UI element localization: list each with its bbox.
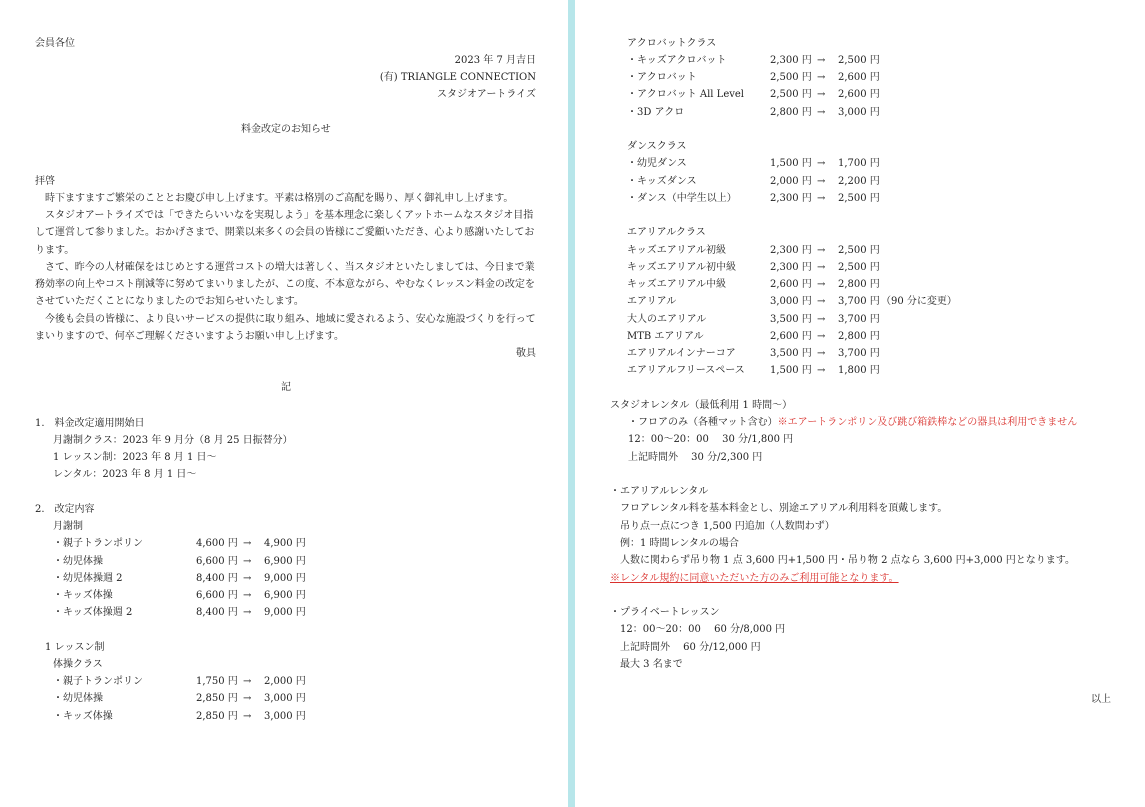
class-name: ・キッズダンス	[627, 176, 697, 187]
class-name: ・キッズ体操週 2	[53, 607, 133, 618]
new-price: 3,000 円	[264, 711, 306, 722]
equipment-warning: ※エアートランポリン及び跳び箱鉄棒などの器具は利用できません	[777, 417, 1078, 428]
class-name: エアリアルインナーコア	[627, 348, 736, 359]
new-price: 3,700 円	[838, 348, 880, 359]
old-price: 2,850 円	[196, 693, 238, 704]
rental-outside-hours: 上記時間外 30 分/2,300 円	[628, 452, 763, 463]
arrow-icon: →	[243, 573, 252, 584]
new-price: 2,800 円	[838, 331, 880, 342]
letter-paragraph-2-line-3: ります。	[35, 245, 75, 256]
class-name: ・キッズ体操	[53, 711, 113, 722]
lesson-label: 1 レッスン制	[45, 642, 105, 653]
arrow-icon: →	[817, 245, 826, 256]
arrow-icon: →	[817, 314, 826, 325]
letter-paragraph-3-line-1: さて、昨今の人材確保をはじめとする運営コストの増大は著しく、当スタジオといたしましては、今日まで業	[45, 262, 535, 273]
class-name: ・アクロバット All Level	[627, 89, 744, 100]
letter-paragraph-4-line-2: まいりますので、何卒ご理解くださいますようお願い申し上げます。	[35, 331, 344, 342]
new-price: 6,900 円	[264, 590, 306, 601]
aerial-rental-line-3: 例：1 時間レンタルの場合	[620, 538, 739, 549]
issue-date: 2023 年 7 月吉日	[454, 55, 536, 66]
new-price: 2,600 円	[838, 72, 880, 83]
private-lesson-capacity: 最大 3 名まで	[620, 659, 683, 670]
old-price: 8,400 円	[196, 573, 238, 584]
arrow-icon: →	[817, 89, 826, 100]
arrow-icon: →	[243, 693, 252, 704]
company-name: (有) TRIANGLE CONNECTION	[379, 72, 536, 83]
right-page	[575, 0, 1145, 807]
old-price: 6,600 円	[196, 556, 238, 567]
aerial-rental-line-1: フロアレンタル料を基本料金とし、別途エアリアル利用料を頂戴します。	[620, 503, 948, 514]
section-1-heading: 1. 料金改定適用開始日	[35, 418, 145, 429]
section-2-heading: 2. 改定内容	[35, 504, 95, 515]
new-price: 3,000 円	[264, 693, 306, 704]
new-price: 2,600 円	[838, 89, 880, 100]
new-price: 2,500 円	[838, 55, 880, 66]
left-page	[0, 0, 568, 807]
new-price: 3,700 円	[838, 314, 880, 325]
old-price: 3,500 円	[770, 348, 812, 359]
old-price: 2,850 円	[196, 711, 238, 722]
new-price: 2,500 円	[838, 193, 880, 204]
dance-class-label: ダンスクラス	[627, 141, 687, 152]
new-price: 2,500 円	[838, 262, 880, 273]
class-name: ・3D アクロ	[627, 107, 685, 118]
new-price: 1,700 円	[838, 158, 880, 169]
arrow-icon: →	[817, 262, 826, 273]
studio-rental-heading: スタジオレンタル（最低利用 1 時間〜）	[610, 400, 793, 411]
private-lesson-heading: ・プライベートレッスン	[610, 607, 720, 618]
old-price: 3,500 円	[770, 314, 812, 325]
class-name: ・幼児ダンス	[627, 158, 687, 169]
old-price: 2,500 円	[770, 72, 812, 83]
letter-paragraph-2-line-2: して運営して参りました。おかげさまで、開業以来多くの会員の皆様にご愛顧いただき、心より感謝いたしてお	[35, 227, 535, 238]
arrow-icon: →	[243, 676, 252, 687]
old-price: 2,600 円	[770, 279, 812, 290]
class-name: ・ダンス（中学生以上）	[627, 193, 737, 204]
private-lesson-hours: 12：00〜20：00 60 分/8,000 円	[620, 624, 786, 635]
class-name: ・親子トランポリン	[53, 676, 143, 687]
floor-rental-row	[628, 416, 1077, 430]
arrow-icon: →	[817, 158, 826, 169]
gym-class-label: 体操クラス	[53, 659, 103, 670]
arrow-icon: →	[817, 107, 826, 118]
arrow-icon: →	[817, 55, 826, 66]
closing: 敬具	[516, 348, 536, 359]
letter-paragraph-3-line-2: 務効率の向上やコスト削減等に努めてまいりましたが、この度、不本意ながら、やむなくレッスン料金の改定を	[35, 279, 535, 290]
old-price: 2,000 円	[770, 176, 812, 187]
new-price: 3,000 円	[838, 107, 880, 118]
new-price: 6,900 円	[264, 556, 306, 567]
monthly-label: 月謝制	[53, 521, 83, 532]
class-name: キッズエアリアル初中級	[627, 262, 736, 273]
new-price: 2,200 円	[838, 176, 880, 187]
rental-hours: 12：00〜20：00 30 分/1,800 円	[628, 434, 794, 445]
old-price: 2,300 円	[770, 193, 812, 204]
new-price: 3,700 円	[838, 296, 880, 307]
arrow-icon: →	[817, 331, 826, 342]
arrow-icon: →	[817, 193, 826, 204]
class-name: ・アクロバット	[627, 72, 697, 83]
document-title: 料金改定のお知らせ	[241, 124, 331, 135]
old-price: 2,300 円	[770, 245, 812, 256]
class-name: ・幼児体操週 2	[53, 573, 123, 584]
arrow-icon: →	[817, 176, 826, 187]
old-price: 2,500 円	[770, 89, 812, 100]
class-name: MTB エアリアル	[627, 331, 704, 342]
new-price: 2,000 円	[264, 676, 306, 687]
class-name: ・親子トランポリン	[53, 538, 143, 549]
class-name: 大人のエアリアル	[627, 314, 707, 325]
effective-date-monthly: 月謝制クラス：2023 年 9 月分（8 月 25 日振替分）	[53, 435, 293, 446]
arrow-icon: →	[243, 590, 252, 601]
old-price: 1,500 円	[770, 365, 812, 376]
new-price: 4,900 円	[264, 538, 306, 549]
old-price: 1,500 円	[770, 158, 812, 169]
class-name: ・キッズ体操	[53, 590, 113, 601]
new-price: 2,800 円	[838, 279, 880, 290]
letter-paragraph-3-line-3: させていただくことになりましたのでお知らせいたします。	[35, 296, 304, 307]
class-name: ・キッズアクロバット	[627, 55, 727, 66]
aerial-class-label: エアリアルクラス	[627, 227, 706, 238]
arrow-icon: →	[243, 538, 252, 549]
new-price: 9,000 円	[264, 607, 306, 618]
effective-date-lesson: 1 レッスン制：2023 年 8 月 1 日〜	[53, 452, 217, 463]
arrow-icon: →	[817, 348, 826, 359]
end-marker: 以上	[1091, 694, 1111, 705]
rental-terms-note: ※レンタル規約に同意いただいた方のみご利用可能となります。	[610, 573, 899, 584]
arrow-icon: →	[817, 72, 826, 83]
class-name: エアリアルフリースペース	[627, 365, 745, 376]
duration-note: （90 分に変更）	[881, 296, 957, 307]
old-price: 1,750 円	[196, 676, 238, 687]
old-price: 2,800 円	[770, 107, 812, 118]
class-name: エアリアル	[627, 296, 677, 307]
studio-name: スタジオアートライズ	[437, 89, 536, 100]
arrow-icon: →	[243, 711, 252, 722]
old-price: 2,300 円	[770, 262, 812, 273]
old-price: 8,400 円	[196, 607, 238, 618]
effective-date-rental: レンタル：2023 年 8 月 1 日〜	[53, 469, 197, 480]
class-name: キッズエアリアル中級	[627, 279, 726, 290]
page-divider	[568, 0, 575, 807]
aerial-rental-heading: ・エアリアルレンタル	[610, 486, 709, 497]
acro-class-label: アクロバットクラス	[627, 38, 717, 49]
arrow-icon: →	[817, 365, 826, 376]
class-name: ・幼児体操	[53, 556, 103, 567]
class-name: ・幼児体操	[53, 693, 103, 704]
old-price: 4,600 円	[196, 538, 238, 549]
arrow-icon: →	[817, 279, 826, 290]
new-price: 9,000 円	[264, 573, 306, 584]
new-price: 1,800 円	[838, 365, 880, 376]
old-price: 6,600 円	[196, 590, 238, 601]
old-price: 3,000 円	[770, 296, 812, 307]
floor-only: ・フロアのみ（各種マット含む）	[628, 417, 778, 428]
private-lesson-outside: 上記時間外 60 分/12,000 円	[620, 642, 761, 653]
addressee: 会員各位	[35, 38, 75, 49]
arrow-icon: →	[243, 607, 252, 618]
old-price: 2,300 円	[770, 55, 812, 66]
letter-paragraph-1: 時下ますますご繁栄のこととお慶び申し上げます。平素は格別のご高配を賜り、厚く御礼申し上げます。	[45, 193, 514, 204]
class-name: キッズエアリアル初級	[627, 245, 726, 256]
aerial-rental-line-4: 人数に関わらず吊り物 1 点 3,600 円+1,500 円・吊り物 2 点なら 3,600 円+3,000 円となります。	[620, 555, 1075, 566]
arrow-icon: →	[243, 556, 252, 567]
ki-marker: 記	[281, 382, 291, 393]
new-price: 2,500 円	[838, 245, 880, 256]
letter-paragraph-4-line-1: 今後も会員の皆様に、より良いサービスの提供に取り組み、地域に愛されるよう、安心な施設づくりを行って	[45, 314, 536, 325]
greeting: 拝啓	[35, 176, 55, 187]
letter-paragraph-2-line-1: スタジオアートライズでは「できたらいいなを実現しよう」を基本理念に楽しくアットホームなスタジオ目指	[45, 210, 534, 221]
aerial-rental-line-2: 吊り点一点につき 1,500 円追加（人数問わず）	[620, 521, 835, 532]
old-price: 2,600 円	[770, 331, 812, 342]
arrow-icon: →	[817, 296, 826, 307]
